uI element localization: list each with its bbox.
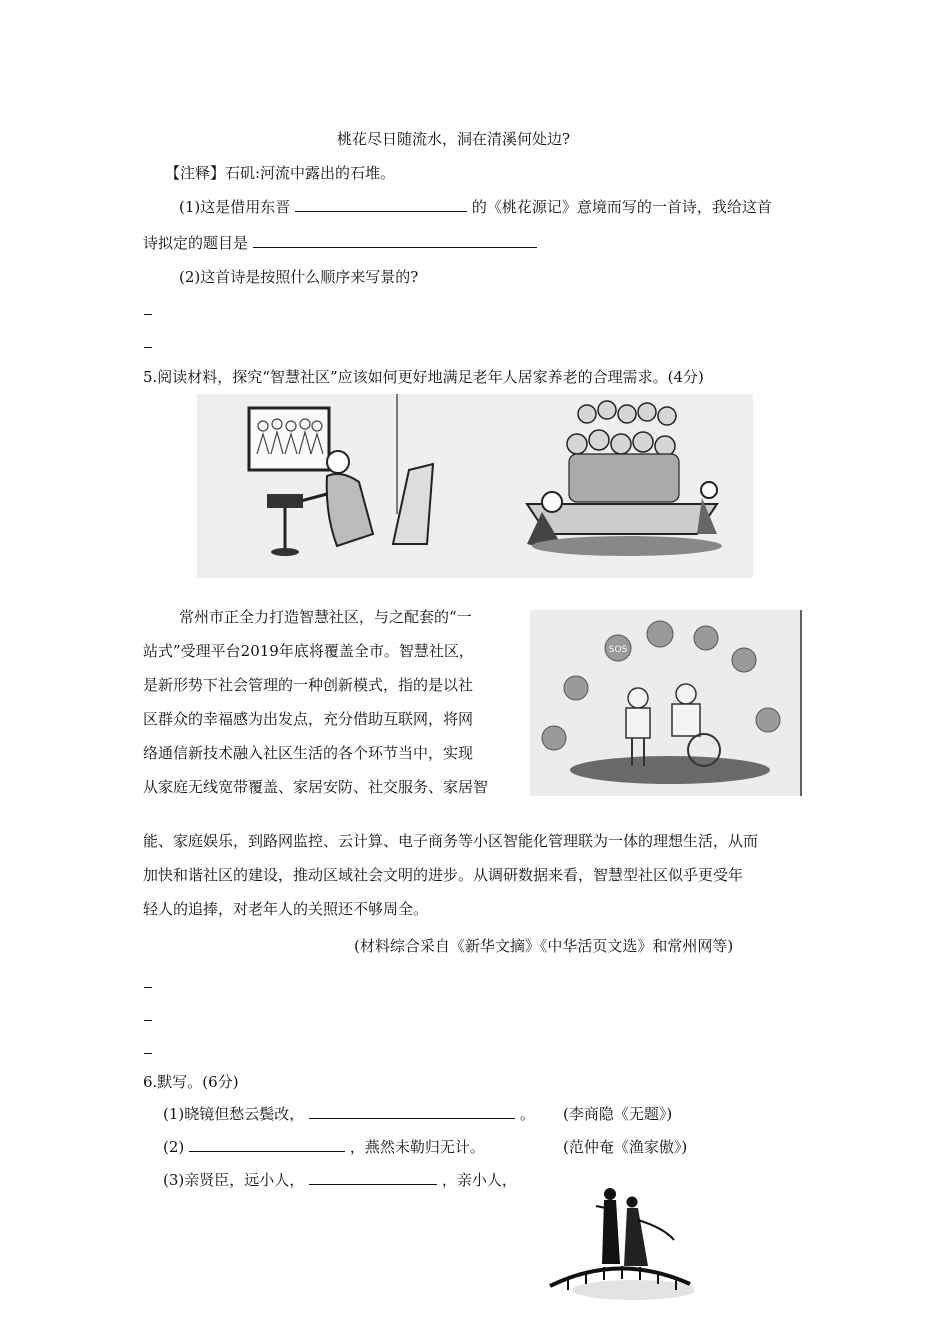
- q6-2-prefix: (2): [163, 1138, 185, 1156]
- q6-2-suffix: ，燕然未勒归无计。: [349, 1138, 485, 1156]
- q4-1-suffix: 的《桃花源记》意境而写的一首诗，我给这首: [471, 198, 772, 216]
- q4-1-author-blank[interactable]: [295, 197, 467, 212]
- q6-2-blank[interactable]: [189, 1137, 345, 1152]
- answer-line[interactable]: [144, 1020, 152, 1021]
- q5-heading: 5.阅读材料，探究“智慧社区”应该如何更好地满足老年人居家养老的合理需求。(4分): [143, 368, 704, 386]
- q6-1-prefix: (1)晓镜但愁云鬓改，: [163, 1105, 305, 1123]
- annotation-note: 【注释】石矶:河流中露出的石堆。: [165, 164, 396, 182]
- q4-1-title-blank[interactable]: [253, 233, 537, 248]
- q6-2-source: (范仲奄《渔家傲》): [563, 1138, 688, 1156]
- poem-line: 桃花尽日随流水，洞在清溪何处边?: [337, 130, 571, 148]
- couple-on-bridge-illustration: [544, 1180, 694, 1310]
- answer-line[interactable]: [144, 987, 152, 988]
- material-line-6: 从家庭无线宽带覆盖、家居安防、社交服务、家居智: [143, 778, 489, 796]
- q6-3-blank[interactable]: [309, 1170, 437, 1185]
- answer-line[interactable]: [144, 1053, 152, 1054]
- smart-community-drawing: [530, 610, 802, 796]
- material-line-1: 常州市正全力打造智慧社区，与之配套的“一: [179, 608, 472, 626]
- q4-2-question: (2)这首诗是按照什么顺序来写景的?: [179, 268, 419, 286]
- material-line-5: 络通信新技术融入社区生活的各个环节当中，实现: [143, 744, 474, 762]
- material-line-4: 区群众的幸福感为出发点，充分借助互联网，将网: [143, 710, 474, 728]
- q4-1-line1: [179, 196, 772, 217]
- q6-1-suffix: 。: [519, 1105, 535, 1123]
- q4-1-title-prompt: 诗拟定的题目是: [143, 234, 249, 252]
- q6-3-prefix: (3)亲贤臣，远小人，: [163, 1171, 305, 1189]
- q6-line-1: [163, 1103, 535, 1124]
- sos-label: SOS: [608, 645, 628, 655]
- answer-line[interactable]: [144, 347, 152, 348]
- material-line-3: 是新形势下社会管理的一种创新模式，指的是以社: [143, 676, 474, 694]
- silhouette-drawing: [544, 1180, 694, 1310]
- material-line-9: 轻人的追捧，对老年人的关照还不够周全。: [143, 900, 429, 918]
- cartoon-illustration: [197, 394, 753, 578]
- smart-community-illustration: [530, 610, 802, 796]
- q6-heading: 6.默写。(6分): [143, 1073, 239, 1091]
- material-line-7: 能、家庭娱乐，到路网监控、云计算、电子商务等小区智能化管理联为一体的理想生活，从而: [143, 832, 759, 850]
- material-line-2: 站式”受理平台2019年底将覆盖全市。智慧社区，: [143, 642, 474, 660]
- q6-line-2: [163, 1136, 485, 1157]
- q6-3-suffix: ，亲小人，: [441, 1171, 517, 1189]
- q4-1-line2: [143, 232, 537, 253]
- q4-1-prefix: (1)这是借用东晋: [179, 198, 291, 216]
- material-source: (材料综合采自《新华文摘》《中华活页文选》和常州网等): [354, 937, 734, 955]
- q6-1-blank[interactable]: [309, 1104, 515, 1119]
- answer-line[interactable]: [144, 314, 152, 315]
- q6-line-3: [163, 1169, 517, 1190]
- q6-1-source: (李商隐《无题》): [563, 1105, 673, 1123]
- cartoon-drawing: [197, 394, 753, 578]
- material-line-8: 加快和谐社区的建设，推动区域社会文明的进步。从调研数据来看，智慧型社区似乎更受年: [143, 866, 744, 884]
